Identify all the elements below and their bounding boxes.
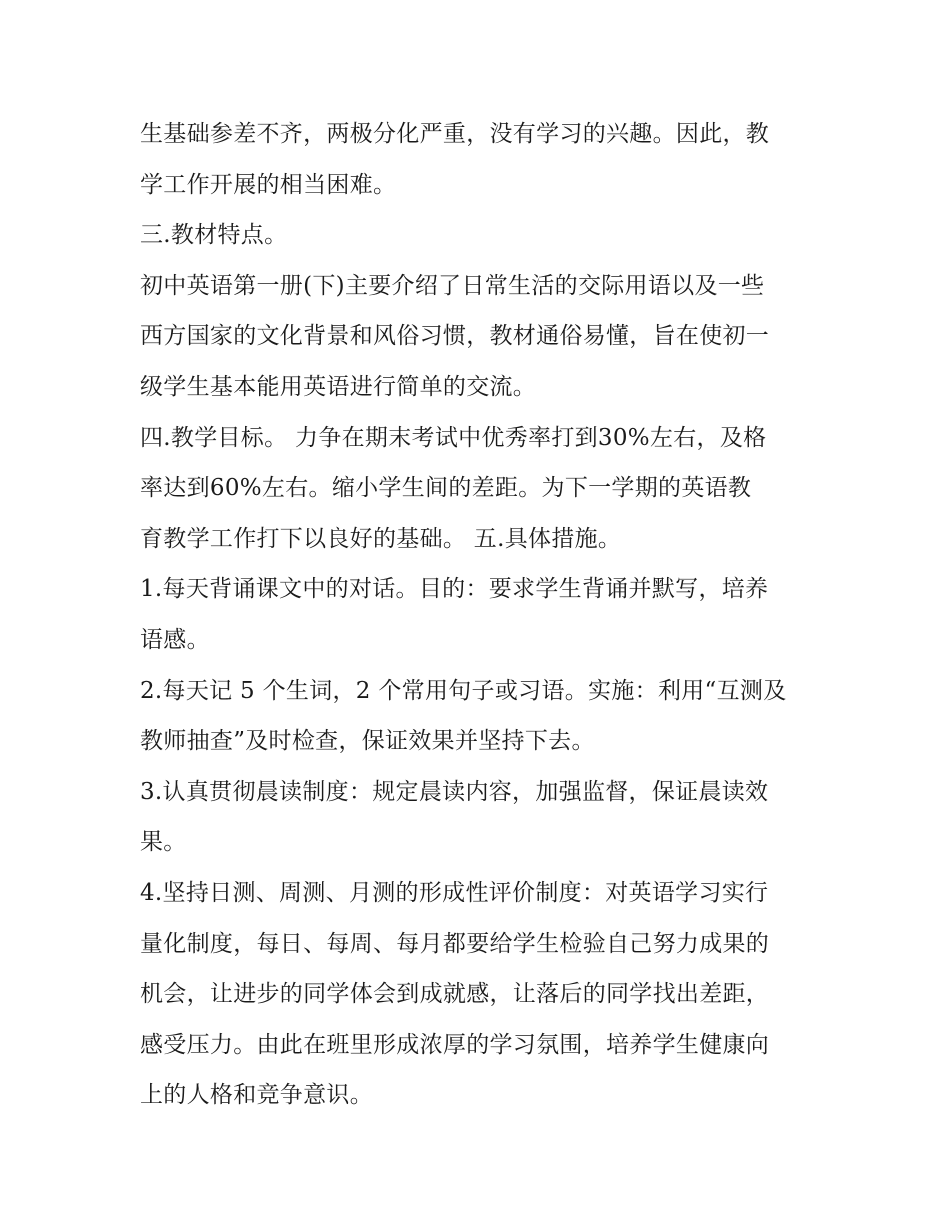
- text-line: 生基础参差不齐，两极分化严重，没有学习的兴趣。因此，教: [140, 121, 770, 147]
- text-line: 感受压力。由此在班里形成浓厚的学习氛围，培养学生健康向: [140, 1031, 770, 1058]
- text-line: 量化制度，每日、每周、每月都要给学生检验自己努力成果的: [140, 930, 770, 957]
- text-line: 育教学工作打下以良好的基础。 五.具体措施。: [140, 525, 622, 552]
- text-line: 初中英语第一册(下)主要介绍了日常生活的交际用语以及一些: [140, 272, 765, 299]
- text-line: 果。: [140, 829, 187, 856]
- measure-item-1: 1.每天背诵课文中的对话。目的：要求学生背诵并默写，培养: [140, 576, 769, 603]
- text-line: 教师抽查”及时检查，保证效果并坚持下去。: [140, 728, 595, 755]
- text-line: 语感。: [140, 626, 210, 653]
- section-heading-teaching-goals: 四.教学目标。 力争在期末考试中优秀率打到30%左右，及格: [140, 424, 767, 451]
- section-heading-textbook-features: 三.教材特点。: [140, 222, 288, 249]
- text-line: 率达到60%左右。缩小学生间的差距。为下一学期的英语教: [140, 475, 752, 502]
- text-line: 级学生基本能用英语进行简单的交流。: [140, 373, 537, 400]
- text-line: 机会，让进步的同学体会到成就感，让落后的同学找出差距，: [140, 981, 770, 1008]
- measure-item-2: 2.每天记 5 个生词，2 个常用句子或习语。实施：利用“互测及: [140, 677, 787, 704]
- document-body: [140, 109, 820, 1121]
- text-line: 学工作开展的相当困难。: [140, 171, 397, 198]
- text-line: 西方国家的文化背景和风俗习惯，教材通俗易懂，旨在使初一: [140, 323, 770, 350]
- text-line: 上的人格和竞争意识。: [140, 1082, 373, 1109]
- measure-item-3: 3.认真贯彻晨读制度：规定晨读内容，加强监督，保证晨读效: [140, 778, 769, 805]
- measure-item-4: 4.坚持日测、周测、月测的形成性评价制度：对英语学习实行: [140, 879, 769, 906]
